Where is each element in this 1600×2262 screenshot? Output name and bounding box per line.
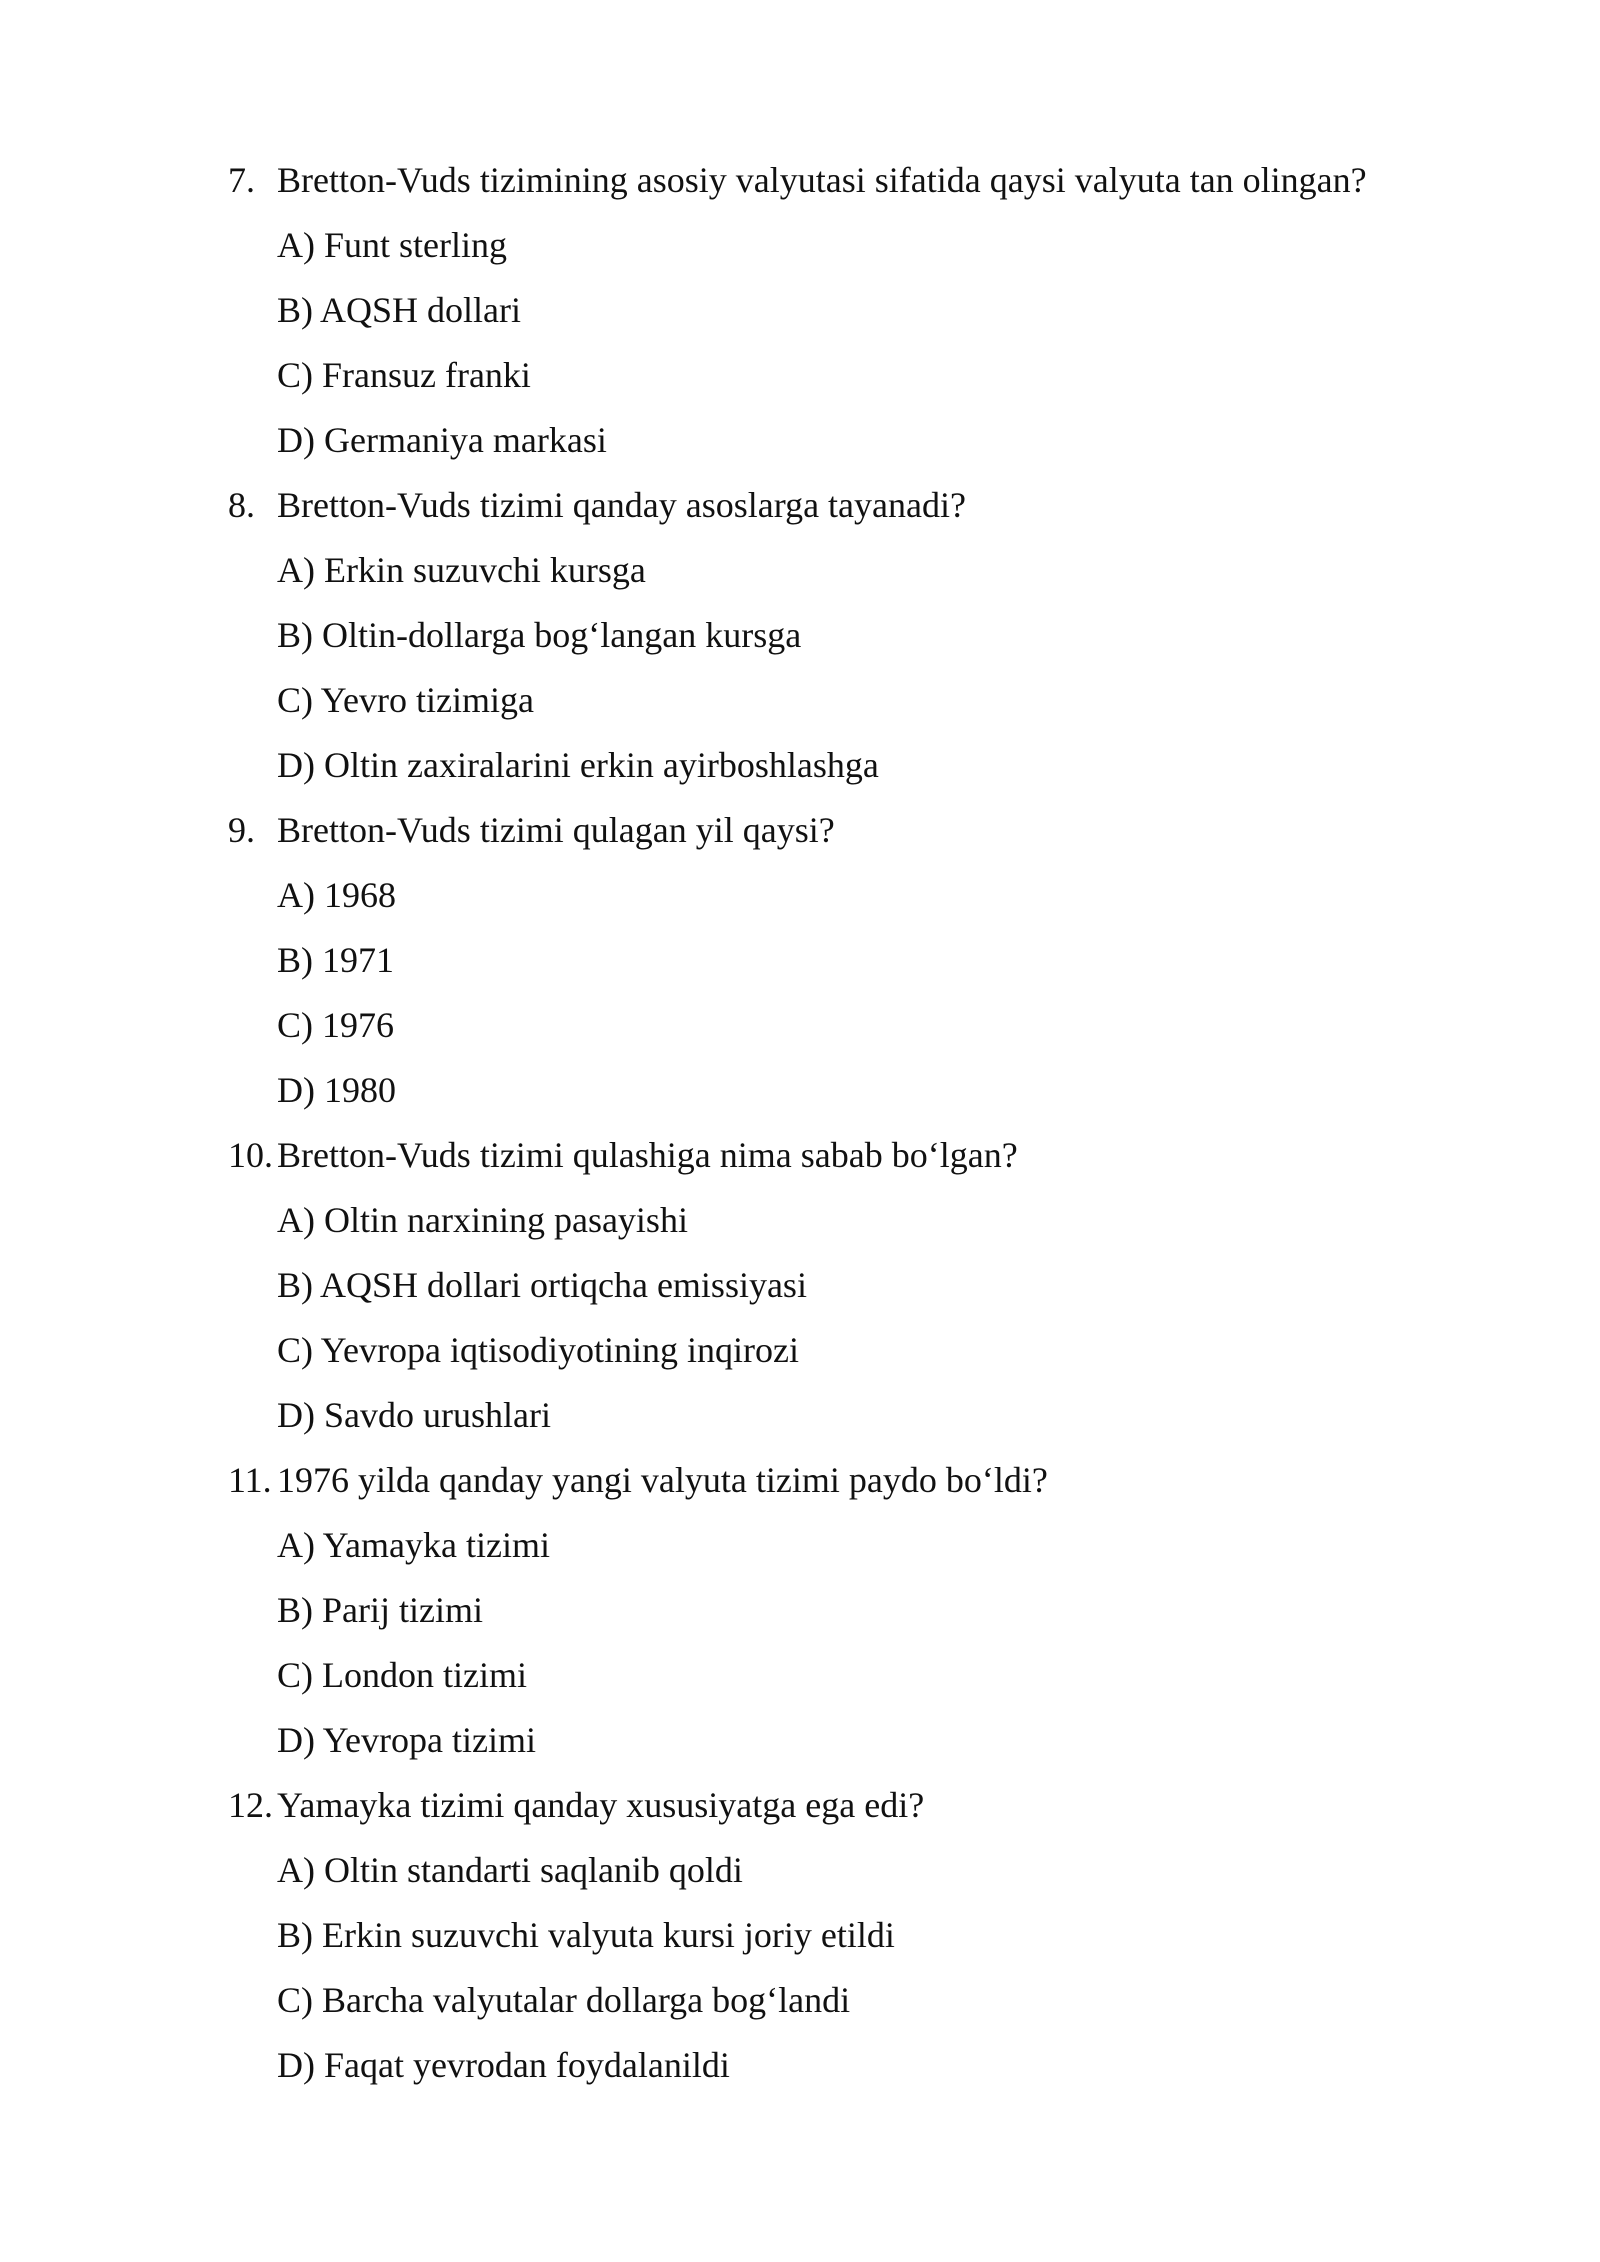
question-number: 11. [228,1460,272,1500]
option-12-b [0,1903,1600,1968]
option-9-c [0,993,1600,1058]
quiz-list [0,148,1600,2098]
question-text: Bretton-Vuds tizimi qulagan yil qaysi? [277,810,835,850]
question-number: 10. [228,1135,273,1175]
option-10-d [0,1383,1600,1448]
option-12-d [0,2033,1600,2098]
question-text: Yamayka tizimi qanday xususiyatga ega edi? [277,1785,925,1825]
option-text: C) 1976 [277,1005,394,1045]
option-text: D) Yevropa tizimi [277,1720,536,1760]
question-11 [0,1448,1600,1513]
option-text: A) Oltin standarti saqlanib qoldi [277,1850,743,1890]
option-8-a [0,538,1600,603]
option-10-a [0,1188,1600,1253]
question-text: Bretton-Vuds tizimining asosiy valyutasi sifatida qaysi valyuta tan olingan? [277,160,1367,200]
option-8-c [0,668,1600,733]
option-text: C) Fransuz franki [277,355,531,395]
question-number: 8. [228,485,255,525]
option-text: A) 1968 [277,875,396,915]
option-text: D) Germaniya markasi [277,420,607,460]
option-11-c [0,1643,1600,1708]
option-text: A) Oltin narxining pasayishi [277,1200,688,1240]
option-7-b [0,278,1600,343]
option-12-c [0,1968,1600,2033]
option-11-a [0,1513,1600,1578]
option-8-d [0,733,1600,798]
option-7-d [0,408,1600,473]
question-text: Bretton-Vuds tizimi qulashiga nima sabab bo‘lgan? [277,1135,1018,1175]
question-8 [0,473,1600,538]
option-7-c [0,343,1600,408]
option-text: B) AQSH dollari [277,290,522,330]
question-text: 1976 yilda qanday yangi valyuta tizimi paydo bo‘ldi? [277,1460,1048,1500]
option-9-b [0,928,1600,993]
option-text: D) 1980 [277,1070,396,1110]
option-11-b [0,1578,1600,1643]
option-text: B) Oltin-dollarga bog‘langan kursga [277,615,802,655]
option-10-b [0,1253,1600,1318]
question-7 [0,148,1600,213]
option-text: C) London tizimi [277,1655,527,1695]
question-text: Bretton-Vuds tizimi qanday asoslarga tayanadi? [277,485,966,525]
question-number: 7. [228,160,255,200]
option-7-a [0,213,1600,278]
option-11-d [0,1708,1600,1773]
question-9 [0,798,1600,863]
question-number: 9. [228,810,255,850]
option-text: A) Funt sterling [277,225,507,265]
option-8-b [0,603,1600,668]
option-text: B) Erkin suzuvchi valyuta kursi joriy etildi [277,1915,895,1955]
option-text: D) Faqat yevrodan foydalanildi [277,2045,730,2085]
option-text: C) Yevro tizimiga [277,680,534,720]
option-text: A) Yamayka tizimi [277,1525,550,1565]
option-text: C) Barcha valyutalar dollarga bog‘landi [277,1980,851,2020]
option-12-a [0,1838,1600,1903]
option-text: A) Erkin suzuvchi kursga [277,550,646,590]
option-text: C) Yevropa iqtisodiyotining inqirozi [277,1330,799,1370]
option-text: D) Savdo urushlari [277,1395,551,1435]
option-9-d [0,1058,1600,1123]
option-text: B) 1971 [277,940,394,980]
option-text: D) Oltin zaxiralarini erkin ayirboshlashga [277,745,879,785]
option-text: B) AQSH dollari ortiqcha emissiyasi [277,1265,807,1305]
option-10-c [0,1318,1600,1383]
option-9-a [0,863,1600,928]
question-12 [0,1773,1600,1838]
question-10 [0,1123,1600,1188]
option-text: B) Parij tizimi [277,1590,483,1630]
question-number: 12. [228,1785,273,1825]
